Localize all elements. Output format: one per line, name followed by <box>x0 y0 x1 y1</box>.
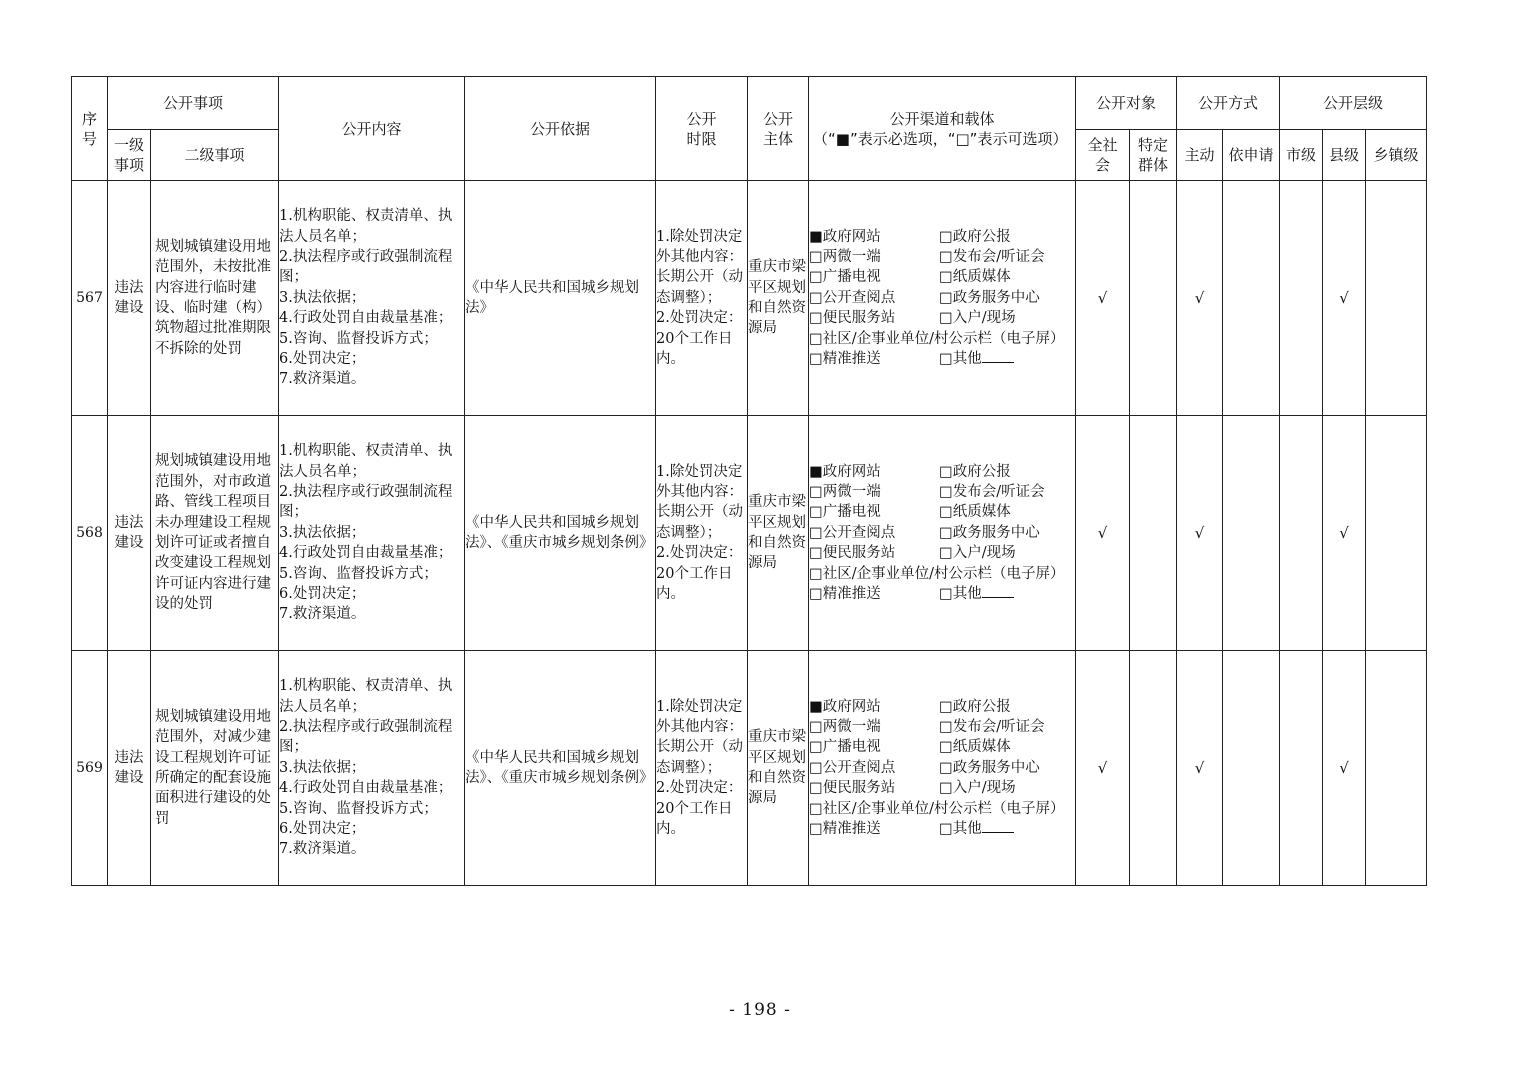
header-county: 县级 <box>1323 130 1366 181</box>
row-number: 569 <box>72 651 108 886</box>
cell-on-request <box>1223 416 1280 651</box>
header-basis: 公开依据 <box>465 77 656 181</box>
channel-other: □其他 <box>939 819 1075 839</box>
table-row <box>72 651 1427 886</box>
channel-push: □精准推送 <box>809 351 881 368</box>
header-row-1 <box>72 77 1427 130</box>
channel-other: □其他 <box>939 584 1075 604</box>
header-level1: 一级事项 <box>108 130 151 181</box>
row-content: 1.机构职能、权责清单、执法人员名单； 2.执法程序或行政强制流程图； 3.执法依据； 4.行政处罚自由裁量基准； 5.咨询、监督投诉方式； 6.处罚决定； 7.救济渠道。 <box>279 181 465 416</box>
channel-option: □纸质媒体 <box>939 504 1011 521</box>
cell-on-request <box>1223 181 1280 416</box>
row-number: 567 <box>72 181 108 416</box>
channel-option: □发布会/听证会 <box>939 718 1045 735</box>
channel-option: □广播电视 <box>809 739 881 756</box>
cell-town <box>1366 181 1427 416</box>
cell-specific <box>1130 181 1177 416</box>
channel-option: □便民服务站 <box>809 310 896 327</box>
channel-option: □两微一端 <box>809 483 881 500</box>
row-level1: 违法建设 <box>108 181 151 416</box>
fill-blank <box>982 350 1014 363</box>
channel-option: □入户/现场 <box>939 545 1016 562</box>
cell-specific <box>1130 416 1177 651</box>
header-city: 市级 <box>1280 130 1323 181</box>
table-row <box>72 181 1427 416</box>
channel-option: □广播电视 <box>809 269 881 286</box>
row-channels <box>809 651 1076 886</box>
channel-option: □两微一端 <box>809 248 881 265</box>
row-time: 1.除处罚决定外其他内容：长期公开（动态调整）； 2.处罚决定：20个工作日内。 <box>656 651 748 886</box>
check-county: √ <box>1323 416 1366 651</box>
channel-option: □政府公报 <box>939 698 1011 715</box>
header-seq: 序号 <box>72 77 108 181</box>
fill-blank <box>982 820 1014 833</box>
row-time: 1.除处罚决定外其他内容：长期公开（动态调整）； 2.处罚决定：20个工作日内。 <box>656 181 748 416</box>
header-method: 公开方式 <box>1177 77 1280 130</box>
channel-community: □社区/企事业单位/村公示栏（电子屏） <box>809 800 1065 817</box>
page-number: - 198 - <box>729 1000 791 1020</box>
header-subject: 公开主体 <box>748 77 809 181</box>
header-object: 公开对象 <box>1076 77 1177 130</box>
channel-option: □便民服务站 <box>809 780 896 797</box>
channel-title: 公开渠道和载体 <box>889 109 995 128</box>
row-content: 1.机构职能、权责清单、执法人员名单； 2.执法程序或行政强制流程图； 3.执法依据； 4.行政处罚自由裁量基准； 5.咨询、监督投诉方式； 6.处罚决定； 7.救济渠道。 <box>279 416 465 651</box>
row-subject: 重庆市梁平区规划和自然资源局 <box>748 416 809 651</box>
header-town: 乡镇级 <box>1366 130 1427 181</box>
channel-option: □发布会/听证会 <box>939 483 1045 500</box>
row-channels <box>809 181 1076 416</box>
row-subject: 重庆市梁平区规划和自然资源局 <box>748 651 809 886</box>
row-level2: 规划城镇建设用地范围外，未按批准内容进行临时建设、临时建（构）筑物超过批准期限不拆除的处罚 <box>151 181 279 416</box>
table-row <box>72 416 1427 651</box>
cell-specific <box>1130 651 1177 886</box>
header-active: 主动 <box>1177 130 1223 181</box>
channel-note: （“■”表示必选项，“□”表示可选项） <box>813 129 1068 148</box>
check-all-society: √ <box>1076 181 1130 416</box>
channel-option: □政府公报 <box>939 228 1011 245</box>
check-all-society: √ <box>1076 651 1130 886</box>
channel-option: □入户/现场 <box>939 310 1016 327</box>
channel-option: □政务服务中心 <box>939 289 1040 306</box>
check-active: √ <box>1177 181 1223 416</box>
channel-option: □政务服务中心 <box>939 759 1040 776</box>
channel-option: □公开查阅点 <box>809 524 896 541</box>
channel-push: □精准推送 <box>809 586 881 603</box>
header-on-request: 依申请 <box>1223 130 1280 181</box>
cell-town <box>1366 651 1427 886</box>
channel-option: □广播电视 <box>809 504 881 521</box>
channel-other: □其他 <box>939 349 1075 369</box>
channel-option: □入户/现场 <box>939 780 1016 797</box>
row-basis: 《中华人民共和国城乡规划法》 <box>465 181 656 416</box>
channel-option: ■政府网站 <box>809 698 881 715</box>
header-items: 公开事项 <box>108 77 279 130</box>
channel-community: □社区/企事业单位/村公示栏（电子屏） <box>809 565 1065 582</box>
channel-option: ■政府网站 <box>809 228 881 245</box>
row-level2: 规划城镇建设用地范围外，对市政道路、管线工程项目未办理建设工程规划许可证或者擅自改变建设工程规划许可证内容进行建设的处罚 <box>151 416 279 651</box>
header-level: 公开层级 <box>1280 77 1427 130</box>
channel-option: □纸质媒体 <box>939 269 1011 286</box>
channel-option: □两微一端 <box>809 718 881 735</box>
row-basis: 《中华人民共和国城乡规划法》、《重庆市城乡规划条例》 <box>465 416 656 651</box>
check-county: √ <box>1323 651 1366 886</box>
check-county: √ <box>1323 181 1366 416</box>
channel-option: □公开查阅点 <box>809 289 896 306</box>
channel-option: □纸质媒体 <box>939 739 1011 756</box>
fill-blank <box>982 585 1014 598</box>
cell-city <box>1280 181 1323 416</box>
header-specific: 特定群体 <box>1130 130 1177 181</box>
row-subject: 重庆市梁平区规划和自然资源局 <box>748 181 809 416</box>
row-channels <box>809 416 1076 651</box>
row-basis: 《中华人民共和国城乡规划法》、《重庆市城乡规划条例》 <box>465 651 656 886</box>
header-all-society: 全社会 <box>1076 130 1130 181</box>
check-all-society: √ <box>1076 416 1130 651</box>
channel-option: □公开查阅点 <box>809 759 896 776</box>
row-level1: 违法建设 <box>108 651 151 886</box>
channel-option: □政府公报 <box>939 463 1011 480</box>
header-level2: 二级事项 <box>151 130 279 181</box>
channel-community: □社区/企事业单位/村公示栏（电子屏） <box>809 330 1065 347</box>
row-number: 568 <box>72 416 108 651</box>
channel-option: □便民服务站 <box>809 545 896 562</box>
header-channel <box>809 77 1076 181</box>
channel-option: □发布会/听证会 <box>939 248 1045 265</box>
row-time: 1.除处罚决定外其他内容：长期公开（动态调整）； 2.处罚决定：20个工作日内。 <box>656 416 748 651</box>
check-active: √ <box>1177 651 1223 886</box>
row-content: 1.机构职能、权责清单、执法人员名单； 2.执法程序或行政强制流程图； 3.执法依据； 4.行政处罚自由裁量基准； 5.咨询、监督投诉方式； 6.处罚决定； 7.救济渠道。 <box>279 651 465 886</box>
header-content: 公开内容 <box>279 77 465 181</box>
channel-push: □精准推送 <box>809 821 881 838</box>
cell-city <box>1280 651 1323 886</box>
channel-option: ■政府网站 <box>809 463 881 480</box>
row-level1: 违法建设 <box>108 416 151 651</box>
cell-city <box>1280 416 1323 651</box>
channel-option: □政务服务中心 <box>939 524 1040 541</box>
cell-town <box>1366 416 1427 651</box>
disclosure-table <box>71 76 1427 886</box>
row-level2: 规划城镇建设用地范围外，对减少建设工程规划许可证所确定的配套设施面积进行建设的处罚 <box>151 651 279 886</box>
cell-on-request <box>1223 651 1280 886</box>
check-active: √ <box>1177 416 1223 651</box>
header-time: 公开时限 <box>656 77 748 181</box>
